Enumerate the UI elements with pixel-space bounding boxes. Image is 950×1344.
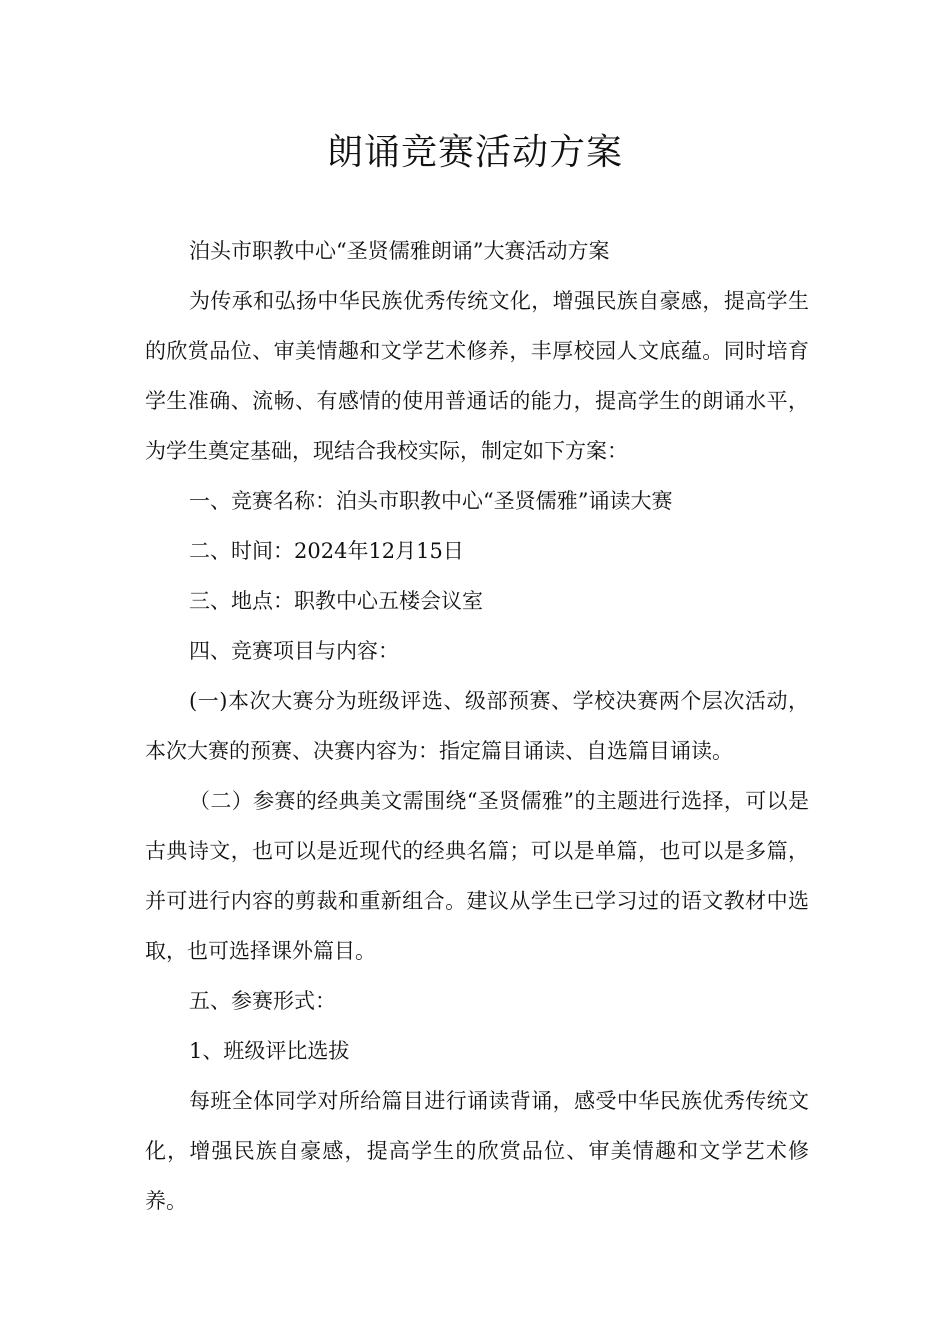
section-format-heading: 五、参赛形式： xyxy=(189,989,336,1013)
intro-paragraph: 为传承和弘扬中华民族优秀传统文化，增强民族自豪感，提高学生的欣赏品位、审美情趣和文学艺术修养，丰厚校园人文底蕴。同时培育学生准确、流畅、有感情的使用普通话的能力，提高学生的朗诵水平，为学生奠定基础，现结合我校实际，制定如下方案： xyxy=(145,289,809,463)
section-competition-name: 一、竞赛名称：泊头市职教中心“圣贤儒雅”诵读大赛 xyxy=(189,489,673,513)
section-format-item-1-body: 每班全体同学对所给篇目进行诵读背诵，感受中华民族优秀传统文化，增强民族自豪感，提高学生的欣赏品位、审美情趣和文学艺术修养。 xyxy=(145,1089,809,1213)
section-items-part-1: (一)本次大赛分为班级评选、级部预赛、学校决赛两个层次活动，本次大赛的预赛、决赛内容为：指定篇目诵读、自选篇目诵读。 xyxy=(145,689,809,763)
section-items-part-2: （二）参赛的经典美文需围绕“圣贤儒雅”的主题进行选择，可以是古典诗文，也可以是近现代的经典名篇；可以是单篇，也可以是多篇，并可进行内容的剪裁和重新组合。建议从学生已学习过的语文教材中选取，也可选择课外篇目。 xyxy=(145,789,809,963)
section-location: 三、地点：职教中心五楼会议室 xyxy=(189,589,483,613)
section-items-heading: 四、竞赛项目与内容： xyxy=(189,639,399,663)
document-title: 朗诵竞赛活动方案 xyxy=(326,132,623,173)
subtitle-paragraph: 泊头市职教中心“圣贤儒雅朗诵”大赛活动方案 xyxy=(189,239,610,263)
document-body xyxy=(145,226,809,1226)
section-time: 二、时间：2024年12月15日 xyxy=(189,539,464,563)
section-format-item-1: 1、班级评比选拔 xyxy=(189,1039,350,1063)
